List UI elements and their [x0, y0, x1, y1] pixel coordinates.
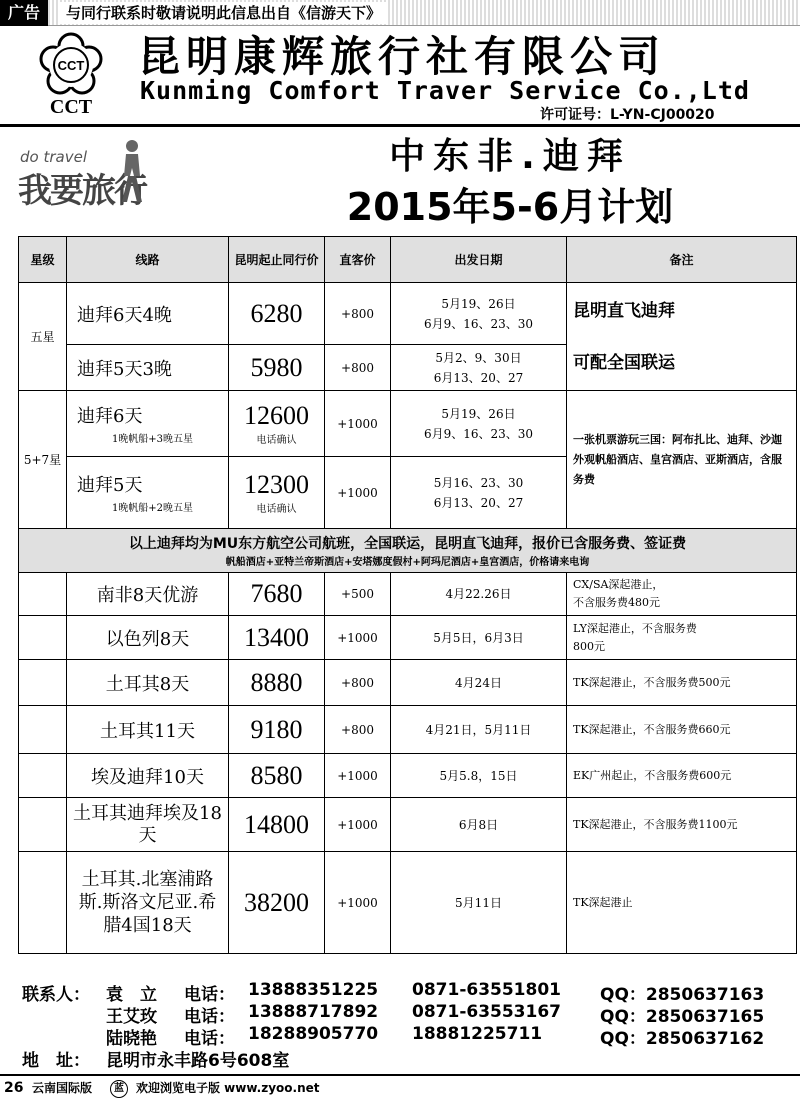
price-cell: 14800 [229, 798, 325, 852]
remark-cell: 一张机票游玩三国：阿布扎比、迪拜、沙迦 外观帆船酒店、皇宫酒店、亚斯酒店，含服务费 [567, 391, 797, 529]
address-value: 昆明市永丰路6号608室 [106, 1051, 290, 1071]
direct-price-cell: +800 [325, 706, 391, 754]
route-cell: 迪拜6天4晚 [67, 283, 229, 345]
route-cell: 埃及迪拜10天 [67, 754, 229, 798]
separator-note: 以上迪拜均为MU东方航空公司航班，全国联运，昆明直飞迪拜，报价已含服务费、签证费 帆船酒店+亚特兰帝斯酒店+安塔娜度假村+阿玛尼酒店+皇宫酒店，价格请来电询 [19, 529, 797, 573]
headline-plan: 2015年5-6月计划 [346, 185, 674, 229]
phone-label: 电话： [184, 1007, 235, 1027]
route-cell: 土耳其11天 [67, 706, 229, 754]
dates-cell: 5月16、23、30 6月13、20、27 [391, 457, 567, 529]
page-footer [0, 1074, 800, 1100]
contact-tel: 18881225711 [412, 1024, 543, 1044]
header-route: 线路 [67, 237, 229, 283]
price-cell: 13400 [229, 616, 325, 660]
star-empty [19, 660, 67, 706]
price-cell: 8880 [229, 660, 325, 706]
contact-name: 陆晓艳 [106, 1029, 157, 1049]
phone-label: 电话： [184, 985, 235, 1005]
itinerary-table [18, 236, 797, 954]
logo-text: CCT [57, 58, 85, 73]
contact-mobile: 13888717892 [248, 1002, 379, 1022]
traveler-silhouette-icon [112, 138, 152, 208]
edition-label: 云南国际版 [32, 1081, 93, 1095]
price-cell: 38200 [229, 852, 325, 954]
route-cell: 南非8天优游 [67, 573, 229, 616]
remark-cell: TK深起港止 [567, 852, 797, 954]
contact-mobile: 13888351225 [248, 980, 379, 1000]
header-dates: 出发日期 [391, 237, 567, 283]
remark-cell: 昆明直飞迪拜 可配全国联运 [567, 283, 797, 391]
company-name-en: Kunming Comfort Traver Service Co.,Ltd [140, 76, 750, 105]
route-cell: 土耳其.北塞浦路斯.斯洛文尼亚.希腊4国18天 [67, 852, 229, 954]
header-price: 昆明起止同行价 [229, 237, 325, 283]
contact-name: 王艾玫 [106, 1007, 157, 1027]
remark-cell: LY深起港止，不含服务费 800元 [567, 616, 797, 660]
star-empty [19, 852, 67, 954]
star-empty [19, 798, 67, 852]
remark-cell: TK深起港止，不含服务费500元 [567, 660, 797, 706]
star-empty [19, 616, 67, 660]
contact-name: 袁 立 [106, 985, 157, 1005]
route-cell: 以色列8天 [67, 616, 229, 660]
dates-cell: 5月11日 [391, 852, 567, 954]
table-row [19, 573, 797, 616]
remark-cell: CX/SA深起港止， 不含服务费480元 [567, 573, 797, 616]
route-cell: 迪拜5天 1晚帆船+2晚五星 [67, 457, 229, 529]
dates-cell: 4月22.26日 [391, 573, 567, 616]
direct-price-cell: +1000 [325, 852, 391, 954]
table-row [19, 660, 797, 706]
table-header-row [19, 237, 797, 283]
dates-cell: 5月19、26日 6月9、16、23、30 [391, 391, 567, 457]
route-cell: 迪拜6天 1晚帆船+3晚五星 [67, 391, 229, 457]
header-direct: 直客价 [325, 237, 391, 283]
dates-cell: 5月5.8，15日 [391, 754, 567, 798]
table-row [19, 283, 797, 345]
header-notes: 备注 [567, 237, 797, 283]
contact-label: 联系人： [22, 985, 90, 1005]
dates-cell: 4月24日 [391, 660, 567, 706]
dates-cell: 5月5日，6月3日 [391, 616, 567, 660]
header-divider [0, 124, 800, 127]
website-link[interactable]: 欢迎浏览电子版 www.zyoo.net [136, 1081, 320, 1095]
slogan-cn: 我要旅行 [18, 171, 146, 211]
price-cell: 5980 [229, 345, 325, 391]
price-cell: 7680 [229, 573, 325, 616]
page-number: 26 [4, 1080, 24, 1096]
table-row [19, 852, 797, 954]
direct-price-cell: +500 [325, 573, 391, 616]
direct-price-cell: +1000 [325, 616, 391, 660]
company-name-cn: 昆明康辉旅行社有限公司 [138, 32, 667, 81]
table-row [19, 391, 797, 457]
headline-destinations: 中东非.迪拜 [389, 136, 631, 177]
edition-badge-icon: 蓝 [110, 1080, 128, 1098]
dates-cell: 6月8日 [391, 798, 567, 852]
contact-qq: QQ：2850637163 [600, 985, 765, 1005]
price-cell: 6280 [229, 283, 325, 345]
direct-price-cell: +800 [325, 345, 391, 391]
header-star: 星级 [19, 237, 67, 283]
contact-tel: 0871-63551801 [412, 980, 561, 1000]
star-empty [19, 573, 67, 616]
separator-row [19, 529, 797, 573]
ad-label: 广告 [0, 0, 48, 26]
logo-caption: CCT [49, 96, 93, 118]
contact-mobile: 18288905770 [248, 1024, 379, 1044]
cct-flower-logo-icon [36, 30, 106, 100]
address-label: 地 址： [22, 1051, 90, 1071]
star-five-plus-seven: 5+7星 [19, 391, 67, 529]
dates-cell: 5月2、9、30日 6月13、20、27 [391, 345, 567, 391]
star-empty [19, 754, 67, 798]
direct-price-cell: +1000 [325, 754, 391, 798]
dates-cell: 4月21日，5月11日 [391, 706, 567, 754]
license-number: 许可证号：L-YN-CJ00020 [540, 107, 715, 123]
star-empty [19, 706, 67, 754]
table-row [19, 798, 797, 852]
price-cell: 12300 电话确认 [229, 457, 325, 529]
direct-price-cell: +1000 [325, 391, 391, 457]
price-cell: 12600 电话确认 [229, 391, 325, 457]
dates-cell: 5月19、26日 6月9、16、23、30 [391, 283, 567, 345]
remark-cell: TK深起港止，不含服务费1100元 [567, 798, 797, 852]
direct-price-cell: +800 [325, 283, 391, 345]
route-cell: 土耳其8天 [67, 660, 229, 706]
contact-qq: QQ：2850637162 [600, 1029, 765, 1049]
route-cell: 迪拜5天3晚 [67, 345, 229, 391]
direct-price-cell: +1000 [325, 798, 391, 852]
remark-cell: TK深起港止，不含服务费660元 [567, 706, 797, 754]
contact-tel: 0871-63553167 [412, 1002, 561, 1022]
price-cell: 9180 [229, 706, 325, 754]
direct-price-cell: +1000 [325, 457, 391, 529]
contact-qq: QQ：2850637165 [600, 1007, 765, 1027]
direct-price-cell: +800 [325, 660, 391, 706]
star-five: 五星 [19, 283, 67, 391]
route-cell: 土耳其迪拜埃及18天 [67, 798, 229, 852]
price-cell: 8580 [229, 754, 325, 798]
table-row [19, 706, 797, 754]
slogan-en: do travel [20, 148, 87, 166]
source-notice: 与同行联系时敬请说明此信息出自《信游天下》 [60, 2, 387, 24]
table-row [19, 754, 797, 798]
table-row [19, 616, 797, 660]
remark-cell: EK广州起止，不含服务费600元 [567, 754, 797, 798]
phone-label: 电话： [184, 1029, 235, 1049]
